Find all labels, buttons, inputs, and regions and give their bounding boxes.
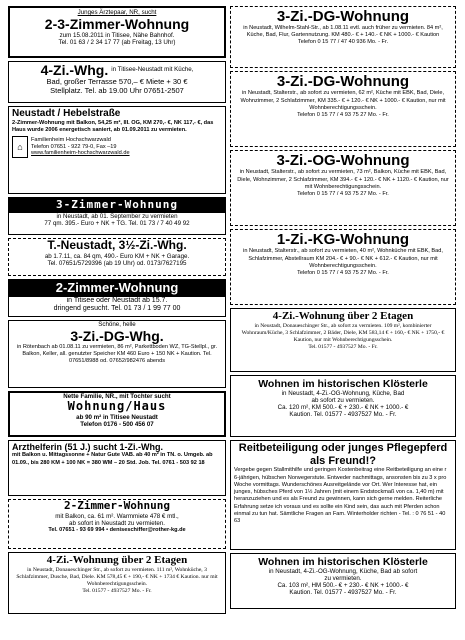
ad-headline: 2-Zimmer-Wohnung	[64, 499, 170, 512]
ad-text: ab sofort zu vermieten.	[311, 397, 375, 405]
ad-text: Kaution. Tel. 01577 - 4937527 Mo. - Fr.	[289, 411, 397, 419]
ad-text: Telefon 0176 - 500 456 07	[80, 421, 154, 429]
ad-headline: 4-Zi.-Whg.	[40, 62, 109, 78]
ad-kloesterle-1	[230, 375, 456, 437]
ad-1zi-kg	[230, 229, 456, 305]
ad-text: in Neustadt, Donaueschinger Str., ab sofort zu vermieten. 111 m², Wohnküche, 3 Schlafzimmer, Dusche, Bad, Diele. KM 578,45 € + 190,- € NK + 1734 € Kaution. nur mit Wohnberechtigungsschein.	[16, 566, 218, 588]
ad-headline: 3-Zi.-DG-Whg.	[70, 328, 164, 345]
ad-4zi-2-etagen	[8, 552, 226, 614]
ad-contact: Telefon 0 15 77 / 4 93 75 27 Mo. - Fr.	[297, 112, 389, 119]
ad-text: Stellplatz. Tel. ab 19.00 Uhr 07651-2507	[50, 85, 184, 95]
ad-text: in Neustadt, Wilhelm-Stahl-Str., ab 1.08.11 evtl. auch früher zu vermieten. 84 m², Küche, Bad, Flur, Gartennutzung. KM 480.- € + 140.- € NK + 1000.- € Kaution	[243, 25, 443, 39]
ad-aerztepaar	[8, 6, 226, 58]
ad-3zi-dg-whg	[8, 320, 226, 388]
ad-text: Bad, großer Terrasse 570,– € Miete + 30 €	[46, 77, 188, 87]
company-website-link[interactable]: www.familienheim-hochschwarzwald.de	[31, 150, 130, 157]
ad-headline: Wohnen im historischen Klösterle	[258, 378, 428, 390]
ad-text: in Neustadt, Stalterstr., ab sofort zu vermieten, 62 m², Küche mit EBK, Bad, Diele, Wohnzimmer, 2 Schlafzimmer, KM 335.- € + 120.- € NK + 1000.- € Kaution, nur mit Wohnberechtigungsschein.	[240, 90, 446, 111]
ad-headline: 4-Zi.-Wohnung über 2 Etagen	[46, 554, 188, 566]
ad-headline: T.-Neustadt, 3½-Zi.-Whg.	[47, 238, 187, 252]
ad-2-zimmer-gesucht	[8, 279, 226, 317]
company-phone: Telefon 07651 - 922 79-0, Fax –19	[31, 143, 117, 150]
ad-contact: Telefon 0 15 77 / 4 93 75 27 Mo. - Fr.	[297, 270, 389, 277]
ad-headline: 2-Zimmer-Wohnung	[9, 280, 225, 297]
ad-text: Tel. 07651/5729396 (ab 19 Uhr) od. 0173/7627195	[47, 259, 187, 267]
ad-text: in Titisee oder Neustadt ab 15.7.	[66, 296, 168, 304]
house-logo-icon: ⌂	[12, 136, 28, 158]
ad-text: Ca. 120 m², KM 500.- € + 230.- € NK + 1000.- €	[277, 404, 409, 412]
ad-4zi-2-etagen-right	[230, 308, 456, 372]
ad-text: mit Balkon, ca. 61 m². Warmmiete 478 € mtl.,	[55, 512, 179, 520]
ad-contact: Telefon 0 15 77 / 4 93 75 27 Mo. - Fr.	[297, 191, 389, 198]
ad-headline: 2-3-Zimmer-Wohnung	[44, 16, 190, 33]
ad-4zi-whg	[8, 61, 226, 103]
ad-text: 77 qm. 395.- Euro + NK + TG. Tel. 01 73 / 7 40 49 92	[44, 219, 190, 227]
ad-headline: 3-Zimmer-Wohnung	[9, 198, 225, 213]
ad-text: ab 90 m² in Titisee Neustadt	[76, 413, 158, 421]
ad-text: in Neustadt, 4-Zi.-OG-Wohnung, Küche, Bad	[281, 390, 405, 398]
ad-text: in Neustadt, 4-Zi.-OG-Wohnung, Küche, Bad ab sofort	[268, 568, 418, 576]
ad-2-zimmer-balkon	[8, 499, 226, 549]
ad-text: in Titisee-Neustadt mit Küche,	[111, 66, 194, 74]
ad-kicker: Schöne, helle	[98, 321, 136, 328]
company-name: Familienheim Hochschwarzwald	[31, 137, 111, 144]
ad-headline: 3-Zi.-OG-Wohnung	[276, 152, 410, 169]
ad-headline: Wohnen im historischen Klösterle	[258, 556, 428, 568]
ad-text: in Neustadt, Stalterstr., ab sofort zu vermieten, 40 m², Wohnküche mit EBK, Bad, Schlafzimmer, Abstellraum KM 204.- € + 90.- € NK + 612.- € Kaution, nur mit Wohnberechtigungsschein.	[243, 248, 443, 269]
ad-kloesterle-2	[230, 553, 456, 609]
ad-t-neustadt	[8, 238, 226, 276]
ad-text: in Rötenbach ab 01.08.11 zu vermieten, 86 m², Parkettboden WZ, TG-Stellpl., gr. Balkon, Keller, all. genutzter Speicher KM 460 Euro + 150 NK + Kaution. Tel. 07651/8988 od. 07652/982476 abends	[16, 344, 218, 365]
ad-kicker: Junges Ärztepaar, NR, sucht	[77, 9, 157, 16]
ad-contact: Tel. 01577 - 4937527 Mo. - Fr.	[308, 344, 378, 351]
ad-text: Tel. 01 63 / 2 34 17 77 (ab Freitag, 13 Uhr)	[58, 39, 176, 47]
ad-kicker: Nette Familie, NR., mit Tochter sucht	[63, 393, 171, 400]
ad-headline: Reitbeteiligung oder junges Pflegepferd als Freund!?	[238, 442, 448, 467]
ad-headline: 4-Zi.-Wohnung über 2 Etagen	[272, 310, 414, 322]
ad-text: Ca. 103 m², HM 500.- € + 230.- € NK + 1000.- €	[277, 582, 409, 590]
ad-reitbeteiligung	[230, 440, 456, 550]
ad-text: 2-Zimmer-Wohnung mit Balkon, 54,25 m², III. OG, KM 270,- €, NK 117,- €, das Haus wurde 2006 energetisch saniert, ab 01.09.2011 zu vermieten.	[12, 119, 214, 133]
ad-text: ab sofort in Neustadt zu vermieten.	[69, 519, 165, 527]
ad-headline: Neustadt / Hebelstraße	[12, 108, 121, 119]
ad-text: zum 15.08.2011 in Titisee, Nähe Bahnhof.	[59, 32, 175, 40]
ad-contact: Telefon 0 15 77 / 47 40 936 Mo. - Fr.	[297, 39, 389, 46]
ad-3-zimmer	[8, 197, 226, 235]
ad-wohnung-haus	[8, 391, 226, 437]
ad-hebelstrasse	[8, 106, 226, 194]
ad-3zi-dg-stalter	[230, 71, 456, 147]
ad-text: ab 1.7.11, ca. 84 qm, 490.- Euro KM + NK + Garage.	[44, 252, 190, 260]
ad-3zi-dg-wilhelm	[230, 6, 456, 68]
ad-text: Kaution. Tel. 01577 - 4937527 Mo. - Fr.	[289, 589, 397, 597]
ad-headline: 3-Zi.-DG-Wohnung	[276, 8, 410, 25]
ad-text: zu vermieten.	[324, 575, 362, 583]
ad-text: dringend gesucht. Tel. 01 73 / 1 99 77 00	[53, 304, 181, 312]
ad-arzthelferin	[8, 440, 226, 496]
ad-headline: Arzthelferin (51 J.) sucht 1-Zi.-Whg.	[12, 442, 164, 452]
ad-text: in Neustadt, ab 01. September zu vermieten	[56, 212, 178, 220]
ad-text: in Neustadt, Donaueschinger Str., ab sofort zu vermieten. 109 m², kombinierter Wohnraum/Küche, 3 Schlafzimmer, 2 Bäder, Diele, KM 583,14 € + 160,- € NK + 1750,- € Kaution, nur mit Wohnberechtigungsschein.	[241, 322, 445, 344]
ad-text: in Neustadt, Stalterstr., ab sofort zu vermieten, 73 m², Balkon, Küche mit EBK, Bad, Diele, Wohnzimmer, 2 Schlafzimmer, KM 394.- € + 120.- € NK + 1120.- € Kaution, nur mit Wohnberechtigungsschein.	[237, 169, 449, 190]
ad-headline: 3-Zi.-DG-Wohnung	[276, 73, 410, 90]
ad-text: mit Balkon u. Mittagssonne + Natur Gute VAB. ab 40 m² in TN. o. Umgeb. ab 01.09., bis 280 KM + 100 NK = 380 WM – 20 Std. Job. Tel. 0761 - 503 92 18	[12, 452, 213, 466]
left-column	[8, 6, 226, 617]
ad-text: Vergebe gegen Stallmithilfe und geringen Kostenbeitrag eine Reitbeteiligung an eine r 6-jährigen, hübschen Norwegerstute. Entweder nachmittags, ansonsten bis zu 3 x pro Woche vormittags. Wunderschönes Ausreitgelände vor Ort. Wer Interesse hat, ein junges, hübsches Pferd von 1½ Jahren (mit einem Endstockmaß von ca. 1,40 m) mit heranzuziehen und es als Freund zu gewinnen, kann sich gerne melden. Reiterliche Erfahrung setze ich voraus und es sollte ein Kind sein, das auch mit Pferden schon einmal zu tun hat. Sämtliche Fragen an Fam. Winterholder richten - Tel. : 0 76 51 - 40 63	[234, 467, 447, 525]
ad-3zi-og-stalter	[230, 150, 456, 226]
ad-contact: Tel. 07651 - 93 69 994 • deniseschiffer@rother-kg.de	[48, 526, 186, 533]
ad-headline: 1-Zi.-KG-Wohnung	[276, 231, 410, 248]
ad-contact: Tel. 01577 - 4937527 Mo. - Fr.	[82, 588, 152, 595]
right-column	[230, 6, 456, 612]
ad-headline: Wohnung/Haus	[67, 399, 167, 414]
